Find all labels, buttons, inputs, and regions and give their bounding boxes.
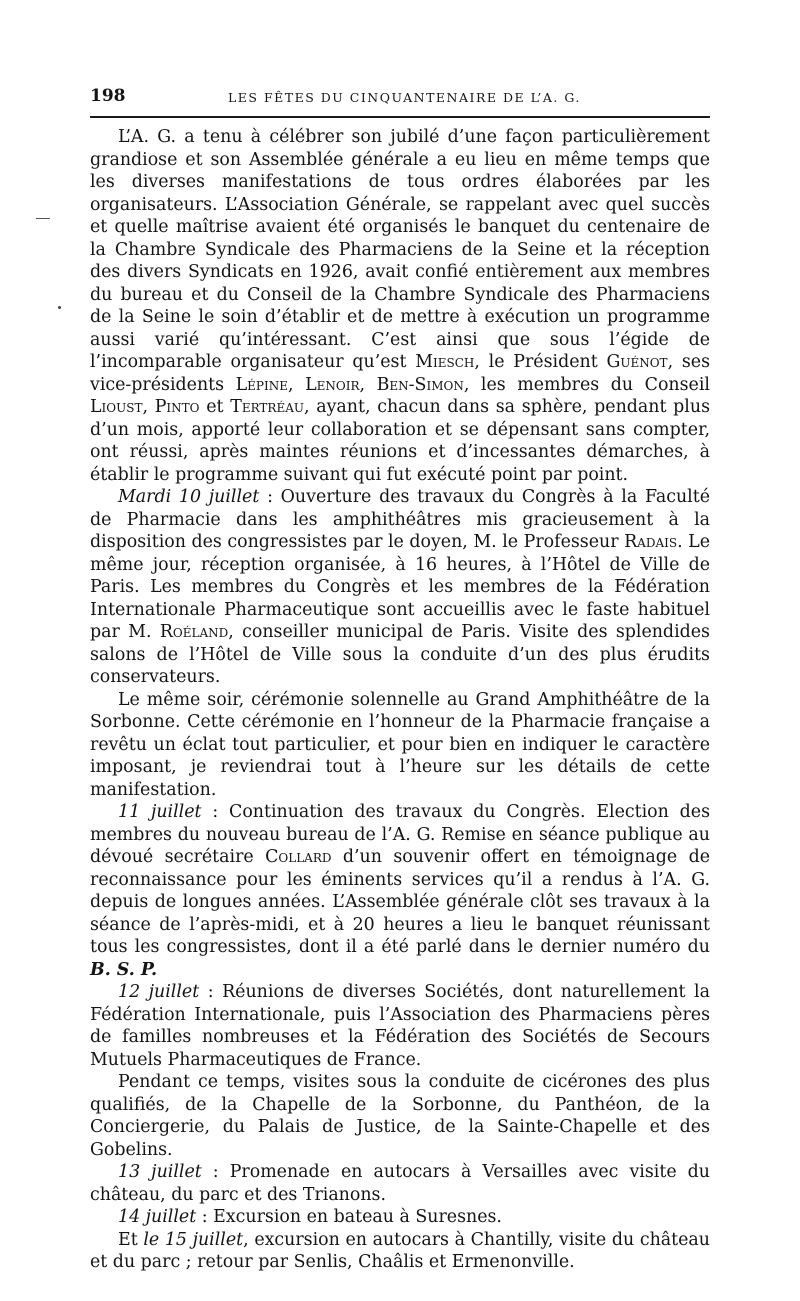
person-name: Lenoir [305,374,360,395]
text-run: , [359,374,377,395]
paragraph-july-12 [90,981,710,1071]
date-label: Mardi 10 juillet [118,487,260,507]
text-run: L’A. G. a tenu à célébrer son jubilé d’une façon particulièrement grandiose et son Assemblée générale a eu lieu en même temps que les diverses manifestations de tous ordres élaborées par les organisateurs. L’Association Générale, se rappelant avec quel succès et quelle maîtrise avaient été organisés le banquet du centenaire de la Chambre Syndicale des Pharmaciens de la Seine et la réception des divers Syndicats en 1926, avait confié entièrement aux membres du bureau et du Conseil de la Chambre Syndicale des Pharmaciens de la Seine le soin d’établir et de mettre à exécution un programme aussi varié qu’intéressant. C’est ainsi que sous l’égide de l’incomparable organisateur qu’est [90,127,710,372]
paragraph-july-11 [90,801,710,981]
text-run: et [199,397,231,417]
margin-mark [36,218,50,219]
header-rule [90,116,710,118]
person-name: Lioust [90,397,143,417]
person-name: Pinto [154,397,200,417]
margin-dot [58,306,61,309]
person-name: Collard [265,847,332,867]
text-run: : Excursion en bateau à Suresnes. [196,1207,502,1227]
date-label: 11 juillet [118,802,202,822]
text-run: Le même soir, cérémonie solennelle au Grand Amphithéâtre de la Sorbonne. Cette cérémonie en l’honneur de la Pharmacie française a revêtu un éclat tout particulier, et pour bien en indiquer le caractère imposant, je reviendrai tout à l’heure sur les détails de cette manifestation. [90,689,710,800]
body-text [90,126,710,1274]
text-run: , ayant, chacun dans sa sphère, pendant plus d’un mois, apporté leur collaboration et se dépensant sans compter, ont réussi, après maintes réunions et d’incessantes démarches, à établir le programme suivant qui fut exécuté point par point. [90,397,710,485]
text-run: : Réunions de diverses Sociétés, dont naturellement la Fédération Internationale, puis l’Association des Pharmaciens pères de familles nombreuses et la Fédération des Sociétés de Secours Mutuels Pharmaceutiques de France. [90,982,710,1070]
text-run: , ses vice-présidents [90,352,710,395]
running-head: LES FÊTES DU CINQUANTENAIRE DE L’A. G. [228,90,581,105]
paragraph-visits [90,1071,710,1161]
date-label: 14 juillet [118,1207,197,1227]
paragraph-july-15 [90,1229,710,1274]
person-name: Ben-Simon [376,374,464,395]
person-name: Tertréau [230,397,304,417]
paragraph-july-14 [90,1206,710,1229]
text-run: Et [118,1229,144,1250]
paragraph-july-13 [90,1161,710,1206]
page-header [90,84,710,112]
text-run: , [288,374,306,395]
person-name: Guénot [606,352,668,372]
text-run: , le Président [474,352,607,372]
text-run: , les membres du Conseil [463,374,710,395]
paragraph-july-10 [90,486,710,689]
date-label: 12 juillet [118,982,200,1002]
text-run: : Promenade en autocars à Versailles avec visite du château, du parc et des Trianons. [90,1162,711,1205]
text-run: , excursion en autocars à Chantilly, visite du château et du parc ; retour par Senlis, Chaâlis et Ermenonville. [90,1229,710,1272]
person-name: Lépine [235,374,289,395]
person-name: Roéland [159,622,229,642]
text-run: : Ouverture des travaux du Congrès à la Faculté de Pharmacie dans les amphithéâtres mis gracieusement à la disposition des congressistes par le doyen, M. le Professeur [90,487,710,552]
text-run: , [142,397,155,417]
text-run: : Continuation des travaux du Congrès. Election des membres du nouveau bureau de l’A. G. Remise en séance publique au dévoué secrétaire [90,802,710,867]
paragraph-intro [90,126,710,486]
date-label: 13 juillet [118,1162,202,1182]
text-run: Pendant ce temps, visites sous la conduite de cicérones des plus qualifiés, de la Chapelle de la Sorbonne, du Panthéon, de la Conciergerie, du Palais de Justice, de la Sainte-Chapelle et des Gobelins. [90,1072,710,1160]
person-name: Radais [624,532,678,552]
page-number: 198 [90,86,126,106]
paragraph-evening [90,689,710,802]
text-run: d’un souvenir offert en témoignage de reconnaissance pour les éminents services qu’il a rendus à l’A. G. depuis de longues années. L’Assemblée générale clôt ses travaux à la séance de l’après-midi, et à 20 heures a lieu le banquet réunissant tous les congressistes, dont il a été parlé dans le dernier numéro du [90,847,710,957]
text-run: . Le même jour, réception organisée, à 16 heures, à l’Hôtel de Ville de Paris. Les membres du Congrès et les membres de la Fédération Internationale Pharmaceutique sont accueillis avec le faste habituel par M. [90,532,710,642]
text-run: , conseiller municipal de Paris. Visite des splendides salons de l’Hôtel de Ville sous la conduite d’un des plus érudits conservateurs. [90,622,710,687]
date-label: le 15 juillet [143,1229,244,1250]
person-name: Miesch [415,352,475,372]
publication-abbrev: B. S. P. [90,959,158,980]
